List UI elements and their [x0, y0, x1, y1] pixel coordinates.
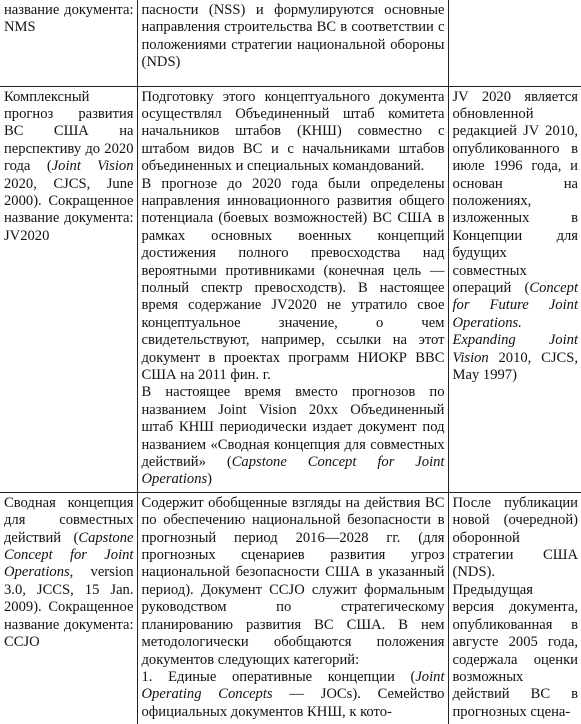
cell-text: Сводная концепция для совместных действий (Capstone Concept for Joint Operations, version 3.0, JCCS, 15 Jan. 2009). Сокращенное название документа: CCJO — [4, 494, 134, 651]
cell-text: 1. Единые оперативные концепции (Joint Operating Concepts — JOCs). Семейство официальных документов КНШ, к кото- — [141, 668, 445, 720]
note-cell — [448, 492, 581, 724]
note-cell — [448, 0, 581, 86]
description-cell — [137, 492, 448, 724]
cell-text: Комплексный прогноз развития ВС США на перспективу до 2020 года (Joint Vision 2020, CJCS, June 2000). Сокращенное название документа: JV2020 — [4, 88, 134, 244]
doc-name-cell — [0, 492, 137, 724]
description-cell — [137, 0, 448, 86]
doc-name-cell — [0, 0, 137, 86]
cell-text: Содержит обобщенные взгляды на действия ВС по обеспечению национальной безопасности в прогнозный период 2016—2028 гг. (для прогнозных сценариев развития угроз национальной безопасности США в указанный период). Документ CCJO служит формальным руководством по стратегическому планированию развития ВС США. В нем методологически обобщаются положения документов следующих категорий: — [141, 494, 445, 668]
note-cell — [448, 86, 581, 492]
cell-text: В прогнозе до 2020 года были определены направления инновационного развития общего потенциала (боевых возможностей) ВС США в рамках основных военных концепций достижения полного превосходства над вероятными противниками (конечная цель — полный спектр превосходств). В настоящее время содержание JV2020 не утратило свое концептуальное значение, о чем свидетельствуют, например, ссылки на этот документ в проектах программ НИОКР ВВС США на 2011 фин. г. — [141, 175, 445, 383]
table-row — [0, 492, 581, 724]
cell-text: JV 2020 является обновленной редакцией JV 2010, опубликованного в июле 1996 года, и основан на положениях, изложенных в Концепции для будущих совместных операций (Concept for Future Joint Operations. Expanding Joint Vision 2010, CJCS, May 1997) — [452, 88, 578, 383]
table-row — [0, 0, 581, 86]
cell-text: название документа: NMS — [4, 2, 134, 36]
doc-name-cell — [0, 86, 137, 492]
table-row — [0, 86, 581, 492]
cell-text: После публикации новой (очередной) оборонной стратегии США (NDS). — [452, 494, 578, 581]
cell-text: Подготовку этого концептуального документа осуществлял Объединенный штаб комитета начальников штабов (КНШ) совместно с штабом видов ВС и с начальниками штабов объединенных и специальных командований. — [141, 88, 445, 175]
cell-text: Предыдущая версия документа, опубликованная в августе 2005 года, содержала оценки возможных действий ВС в прогнозных сцена- — [452, 581, 578, 720]
cell-text: пасности (NSS) и формулируются основные направления строительства ВС в соответствии с положениями стратегии национальной обороны (NDS) — [141, 2, 445, 71]
description-cell — [137, 86, 448, 492]
cell-text: В настоящее время вместо прогнозов по названием Joint Vision 20xx Объединенный штаб КНШ периодически издает документ под названием «Сводная концепция для совместных действий» (Capstone Concept for Joint Operations) — [141, 384, 445, 488]
